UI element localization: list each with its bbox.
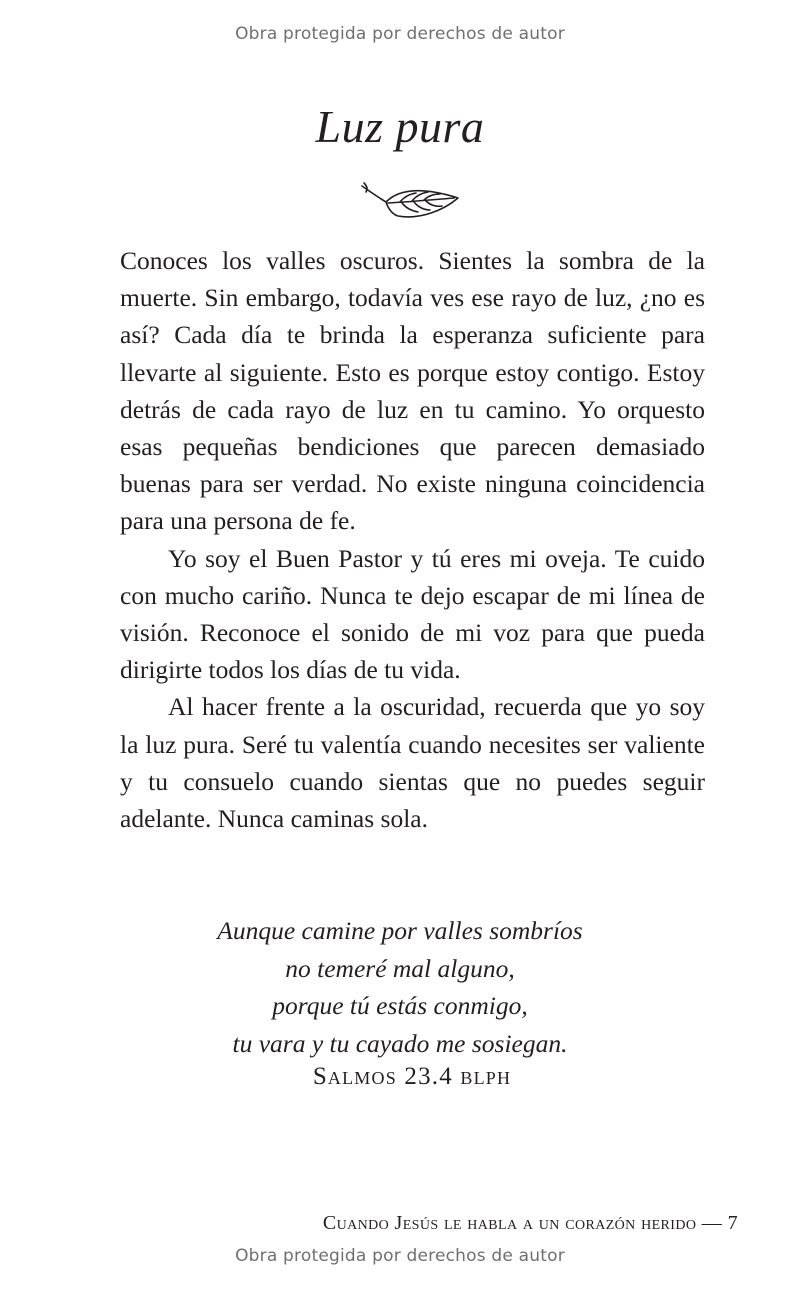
verse-line: porque tú estás conmigo, xyxy=(272,991,528,1020)
running-header-title: Cuando Jesús le habla a un corazón herido xyxy=(322,1212,697,1234)
leaf-icon xyxy=(358,180,462,224)
paragraph-3: Al hacer frente a la oscuridad, recuerda que yo soy la luz pura. Seré tu valentía cuando necesites ser valiente y tu consuelo cuando sientas que no puedes seguir adelante. Nunca caminas sola. xyxy=(120,692,705,834)
paragraph-2: Yo soy el Buen Pastor y tú eres mi oveja. Te cuido con mucho cariño. Nunca te dejo escapar de mi línea de visión. Reconoce el sonido de mi voz para que pueda dirigirte todos los días de tu vida. xyxy=(120,543,705,685)
paragraph-1: Conoces los valles oscuros. Sientes la sombra de la muerte. Sin embargo, todavía ves ese rayo de luz, ¿no es así? Cada día te brinda la esperanza suficiente para llevarte al siguiente. Esto es porque estoy contigo. Estoy detrás de cada rayo de luz en tu camino. Yo orquesto esas pequeñas bendiciones que parecen demasiado buenas para ser verdad. No existe ninguna coincidencia para una persona de fe. xyxy=(120,246,705,536)
scripture-reference: Salmos 23.4 blph xyxy=(312,1063,512,1090)
footer-separator: — xyxy=(701,1212,723,1234)
page-footer xyxy=(323,1212,738,1235)
scripture-quote xyxy=(0,912,800,1062)
verse-line: Aunque camine por valles sombríos xyxy=(217,916,583,945)
verse-line: no temeré mal alguno, xyxy=(285,953,515,983)
devotional-title: Luz pura xyxy=(315,101,485,152)
page-number: 7 xyxy=(727,1212,738,1234)
verse-line: tu vara y tu cayado me sosiegan. xyxy=(232,1028,568,1058)
copyright-watermark-bottom: Obra protegida por derechos de autor xyxy=(235,1246,565,1266)
copyright-watermark-top: Obra protegida por derechos de autor xyxy=(235,24,565,44)
devotional-body xyxy=(120,242,705,837)
